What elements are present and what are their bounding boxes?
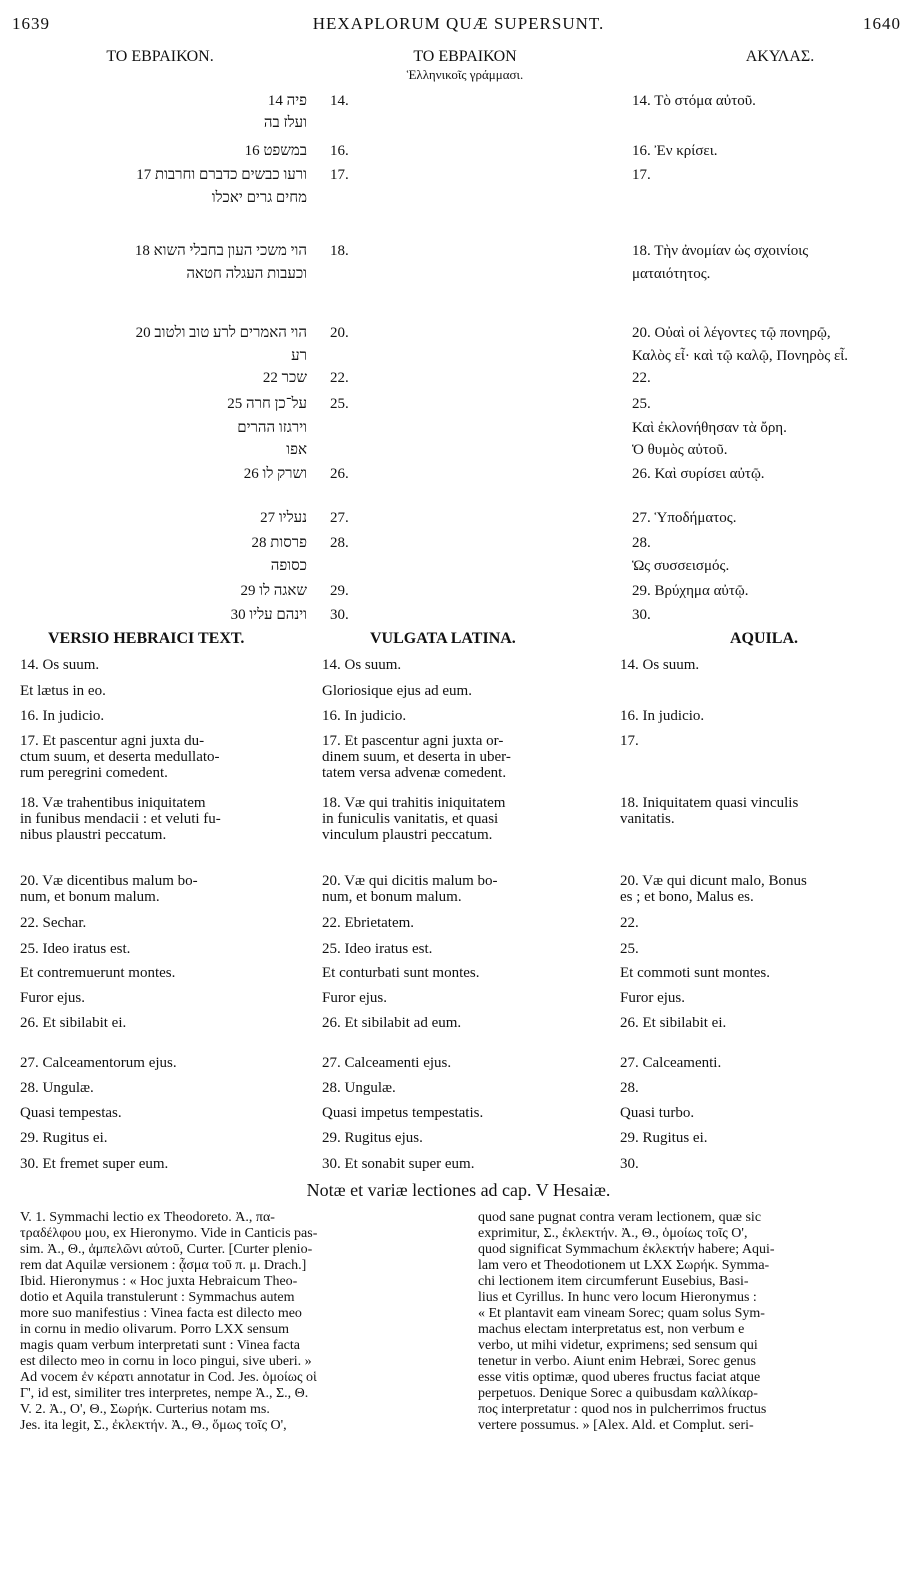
- text-line: Quasi impetus tempestatis.: [322, 1105, 484, 1121]
- versio-cell: [20, 1080, 94, 1096]
- versio-cell: [20, 1015, 126, 1031]
- text-line: Furor ejus.: [20, 990, 85, 1006]
- note-line: πος interpretatur : quod nos in pulcherrimos fructus: [478, 1402, 767, 1417]
- greek-row: [0, 143, 917, 163]
- transliteration-cell: 20.: [330, 325, 349, 341]
- latin-column-headings: [0, 630, 917, 652]
- aquila-greek-cell: 29. Βρύχημα αὐτῷ.: [632, 583, 749, 599]
- text-line: 29. Rugitus ejus.: [322, 1130, 423, 1146]
- hebrew-cell: פיה 14: [267, 93, 307, 109]
- transliteration-cell: 22.: [330, 370, 349, 386]
- note-line: τραδέλφου μου, ex Hieronymo. Vide in Canticis pas-: [20, 1226, 318, 1241]
- versio-cell: [20, 915, 86, 931]
- versio-cell: [20, 733, 220, 781]
- text-line: 29. Rugitus ei.: [620, 1130, 708, 1146]
- vulgata-cell: [322, 657, 401, 673]
- note-line: est dilecto meo in cornu in loco pingui, sive uberi. »: [20, 1354, 312, 1369]
- versio-cell: [20, 965, 175, 981]
- heading-transliteration: [340, 48, 590, 83]
- text-line: 30.: [620, 1156, 639, 1172]
- vulgata-cell: [322, 1105, 483, 1121]
- heading-hebrew: ΤΟ ΕΒΡΑΙΚΟΝ.: [106, 48, 214, 65]
- hebrew-cell: וכעבות העגלה חטאה: [186, 266, 307, 282]
- heading-vulgata: VULGATA LATINA.: [370, 630, 516, 647]
- greek-row: [0, 190, 917, 210]
- aquila-latin-cell: [620, 1156, 639, 1172]
- note-line: dotio et Aquila transtulerunt : Symmachus autem: [20, 1290, 295, 1305]
- text-line: Et commoti sunt montes.: [620, 965, 770, 981]
- vulgata-cell: [322, 990, 387, 1006]
- note-line: V. 2. Ἀ., Ο', Θ., Σωρήκ. Curterius notam ms.: [20, 1402, 270, 1417]
- hebrew-cell: על־כן חרה 25: [227, 396, 307, 412]
- aquila-latin-cell: [620, 990, 685, 1006]
- text-line: 22. Ebrietatem.: [322, 915, 415, 931]
- hebrew-cell: ועלז בה: [263, 115, 307, 131]
- note-line: Ad vocem ἐν κέρατι annotatur in Cod. Jes. ὁμοίως οἱ: [20, 1370, 317, 1385]
- hebrew-cell: הוי משכי העון בחבלי השוא 18: [134, 243, 307, 259]
- hebrew-cell: שאגה לו 29: [240, 583, 307, 599]
- text-line: 27. Calceamenti.: [620, 1055, 722, 1071]
- aquila-greek-cell: 25.: [632, 396, 651, 412]
- text-line: 30. Et sonabit super eum.: [322, 1156, 475, 1172]
- text-line: 16. In judicio.: [322, 708, 407, 724]
- versio-cell: [20, 941, 130, 957]
- hebrew-cell: מחים גרים יאכלו: [211, 190, 307, 206]
- versio-cell: [20, 1105, 122, 1121]
- text-line: vinculum plaustri peccatum.: [322, 827, 493, 843]
- note-line: in cornu in medio olivarum. Porro LXX sensum: [20, 1322, 290, 1337]
- hebrew-cell: פרסות 28: [251, 535, 307, 551]
- text-line: 27. Calceamentorum ejus.: [20, 1055, 177, 1071]
- note-line: esse vitis optimæ, quod uberes fructus faciat atque: [478, 1370, 761, 1385]
- note-line: quod significat Symmachum ἐκλεκτήν habere; Aqui-: [478, 1242, 775, 1257]
- vulgata-cell: [322, 915, 414, 931]
- page-number-right: 1640: [863, 14, 901, 33]
- versio-cell: [20, 1156, 168, 1172]
- text-line: 29. Rugitus ei.: [20, 1130, 108, 1146]
- note-line: Jes. ita legit, Σ., ἐκλεκτήν. Ἀ., Θ., ὅμως τοῖς Ο',: [20, 1418, 287, 1433]
- transliteration-cell: 29.: [330, 583, 349, 599]
- text-line: 18. Væ trahentibus iniquitatem: [20, 795, 206, 811]
- aquila-latin-cell: [620, 915, 639, 931]
- aquila-latin-cell: [620, 1105, 694, 1121]
- greek-row: [0, 167, 917, 187]
- text-line: Furor ejus.: [620, 990, 685, 1006]
- hebrew-cell: הוי האמרים לרע טוב ולטוב 20: [135, 325, 307, 341]
- text-line: 17. Et pascentur agni juxta du-: [20, 733, 205, 749]
- greek-row: [0, 266, 917, 286]
- vulgata-cell: [322, 683, 472, 699]
- text-line: 14. Os suum.: [620, 657, 700, 673]
- text-line: in funiculis vanitatis, et quasi: [322, 811, 499, 827]
- greek-row: [0, 348, 917, 368]
- vulgata-cell: [322, 873, 498, 905]
- aquila-greek-cell: Καὶ ἐκλονήθησαν τὰ ὄρη.: [632, 420, 787, 436]
- hebrew-cell: וינהם עליו 30: [230, 607, 307, 623]
- text-line: rum peregrini comedent.: [20, 765, 168, 781]
- aquila-greek-cell: 22.: [632, 370, 651, 386]
- heading-aquila-latin: AQUILA.: [730, 630, 799, 647]
- transliteration-cell: 17.: [330, 167, 349, 183]
- text-line: 16. In judicio.: [20, 708, 105, 724]
- aquila-latin-cell: [620, 708, 704, 724]
- versio-cell: [20, 873, 198, 905]
- transliteration-cell: 25.: [330, 396, 349, 412]
- text-line: 26. Et sibilabit ei.: [620, 1015, 727, 1031]
- transliteration-cell: 16.: [330, 143, 349, 159]
- text-line: 25. Ideo iratus est.: [322, 941, 433, 957]
- greek-row: [0, 396, 917, 416]
- aquila-latin-cell: [620, 965, 770, 981]
- running-head: [0, 8, 917, 38]
- heading-versio: VERSIO HEBRAICI TEXT.: [48, 630, 245, 647]
- aquila-greek-cell: Ὁ θυμὸς αὐτοῦ.: [632, 442, 728, 458]
- versio-cell: [20, 683, 106, 699]
- aquila-latin-cell: [620, 941, 639, 957]
- transliteration-cell: 26.: [330, 466, 349, 482]
- text-line: Et lætus in eo.: [20, 683, 106, 699]
- note-line: sim. Ἀ., Θ., ἀμπελῶνι αὐτοῦ, Curter. [Curter plenio-: [20, 1242, 313, 1257]
- text-line: num, et bonum malum.: [322, 889, 462, 905]
- text-line: 26. Et sibilabit ei.: [20, 1015, 127, 1031]
- greek-row: [0, 583, 917, 603]
- aquila-greek-cell: 18. Τὴν ἀνομίαν ὡς σχοινίοις: [632, 243, 809, 259]
- text-line: 20. Væ dicentibus malum bo-: [20, 873, 198, 889]
- notes-left-column: [20, 1210, 450, 1434]
- text-line: 28. Ungulæ.: [322, 1080, 396, 1096]
- note-line: exprimitur, Σ., ἐκλεκτήν. Ἀ., Θ., ὁμοίως τοῖς Ο',: [478, 1226, 748, 1241]
- text-line: Et conturbati sunt montes.: [322, 965, 480, 981]
- text-line: 28.: [620, 1080, 639, 1096]
- vulgata-cell: [322, 965, 479, 981]
- text-line: Furor ejus.: [322, 990, 387, 1006]
- text-line: 22.: [620, 915, 639, 931]
- hebrew-cell: נעליו 27: [260, 510, 307, 526]
- transliteration-cell: 27.: [330, 510, 349, 526]
- aquila-greek-cell: ματαιότητος.: [632, 266, 711, 282]
- text-line: nibus plaustri peccatum.: [20, 827, 167, 843]
- aquila-greek-cell: 14. Τὸ στόμα αὐτοῦ.: [632, 93, 756, 109]
- note-line: more suo manifestius : Vinea facta est dilecto meo: [20, 1306, 302, 1321]
- transliteration-cell: 14.: [330, 93, 349, 109]
- greek-row: [0, 466, 917, 486]
- text-line: 17.: [620, 733, 639, 749]
- text-line: num, et bonum malum.: [20, 889, 160, 905]
- vulgata-cell: [322, 1156, 474, 1172]
- note-line: Γ', id est, similiter tres interpretes, nempe Ἀ., Σ., Θ.: [20, 1386, 309, 1401]
- hebrew-cell: ושרק לו 26: [243, 466, 307, 482]
- text-line: ctum suum, et deserta medullato-: [20, 749, 220, 765]
- transliteration-cell: 30.: [330, 607, 349, 623]
- aquila-greek-cell: 28.: [632, 535, 651, 551]
- vulgata-cell: [322, 1130, 423, 1146]
- greek-row: [0, 243, 917, 263]
- vulgata-cell: [322, 795, 505, 843]
- text-line: Et contremuerunt montes.: [20, 965, 176, 981]
- page-number-left: 1639: [12, 14, 50, 33]
- text-line: 25.: [620, 941, 639, 957]
- note-line: lam vero et Theodotionem ut LXX Σωρήκ. Symma-: [478, 1258, 770, 1273]
- text-line: 20. Væ qui dicitis malum bo-: [322, 873, 498, 889]
- vulgata-cell: [322, 941, 432, 957]
- aquila-greek-cell: 16. Ἐν κρίσει.: [632, 143, 718, 159]
- vulgata-cell: [322, 1080, 396, 1096]
- aquila-greek-cell: 30.: [632, 607, 651, 623]
- hebrew-cell: אפו: [286, 442, 307, 458]
- versio-cell: [20, 795, 221, 843]
- aquila-latin-cell: [620, 1130, 708, 1146]
- hebrew-cell: ורעו כבשים כדברם וחרבות 17: [136, 167, 307, 183]
- text-line: es ; et bono, Malus es.: [620, 889, 754, 905]
- hebrew-cell: כסופה: [270, 558, 307, 574]
- text-line: 30. Et fremet super eum.: [20, 1156, 169, 1172]
- text-line: 27. Calceamenti ejus.: [322, 1055, 452, 1071]
- greek-row: [0, 325, 917, 345]
- versio-cell: [20, 657, 99, 673]
- text-line: 14. Os suum.: [322, 657, 402, 673]
- versio-cell: [20, 708, 104, 724]
- text-line: dinem suum, et deserta in uber-: [322, 749, 511, 765]
- text-line: tatem versa advenæ comedent.: [322, 765, 507, 781]
- text-line: 22. Sechar.: [20, 915, 87, 931]
- greek-row: [0, 510, 917, 530]
- heading-transliteration-subtitle: Ἑλληνικοῖς γράμμασι.: [406, 67, 524, 82]
- note-line: V. 1. Symmachi lectio ex Theodoreto. Ἀ., πα-: [20, 1210, 275, 1225]
- note-line: « Et plantavit eam vineam Sorec; quam solus Sym-: [478, 1306, 765, 1321]
- aquila-greek-cell: 26. Καὶ συρίσει αὐτῷ.: [632, 466, 765, 482]
- versio-cell: [20, 1055, 177, 1071]
- text-line: 14. Os suum.: [20, 657, 100, 673]
- text-line: Quasi tempestas.: [20, 1105, 122, 1121]
- aquila-latin-cell: [620, 733, 639, 749]
- note-line: rem dat Aquilæ versionem : ᾆσμα τοῦ π. μ. Drach.]: [20, 1258, 307, 1273]
- greek-row: [0, 607, 917, 627]
- greek-row: [0, 420, 917, 440]
- aquila-greek-cell: 20. Οὐαὶ οἱ λέγοντες τῷ πονηρῷ,: [632, 325, 831, 341]
- text-line: vanitatis.: [620, 811, 675, 827]
- running-title: HEXAPLORUM QUÆ SUPERSUNT.: [312, 14, 605, 33]
- text-line: 20. Væ qui dicunt malo, Bonus: [620, 873, 807, 889]
- vulgata-cell: [322, 1055, 451, 1071]
- notes-right-column: [478, 1210, 908, 1434]
- note-line: verbo, ut mihi videtur, exprimens; sed sensum qui: [478, 1338, 758, 1353]
- hebrew-cell: שכר 22: [262, 370, 307, 386]
- transliteration-cell: 18.: [330, 243, 349, 259]
- vulgata-cell: [322, 708, 406, 724]
- hebrew-cell: במשפט 16: [244, 143, 307, 159]
- text-line: 25. Ideo iratus est.: [20, 941, 131, 957]
- hebrew-cell: רע: [291, 348, 307, 364]
- hebrew-cell: וירגזו ההרים: [237, 420, 307, 436]
- aquila-greek-cell: 17.: [632, 167, 651, 183]
- column-headings: [0, 48, 917, 90]
- notes-title: Notæ et variæ lectiones ad cap. V Hesaiæ.: [306, 1180, 611, 1200]
- note-line: chi lectionem item circumferunt Eusebius, Basi-: [478, 1274, 749, 1289]
- aquila-latin-cell: [620, 795, 798, 827]
- aquila-latin-cell: [620, 1080, 639, 1096]
- text-line: 16. In judicio.: [620, 708, 705, 724]
- note-line: Ibid. Hieronymus : « Hoc juxta Hebraicum Theo-: [20, 1274, 298, 1289]
- note-line: perpetuos. Denique Sorec a quibusdam καλλίκαρ-: [478, 1386, 758, 1401]
- greek-row: [0, 370, 917, 390]
- vulgata-cell: [322, 1015, 461, 1031]
- note-line: tenetur in verbo. Aiunt enim Hebræi, Sorec genus: [478, 1354, 756, 1369]
- text-line: in funibus mendacii : et veluti fu-: [20, 811, 221, 827]
- versio-cell: [20, 990, 85, 1006]
- aquila-greek-cell: Ὡς συσσεισμός.: [632, 558, 730, 574]
- text-line: Quasi turbo.: [620, 1105, 695, 1121]
- note-line: machus electam interpretatus est, non verbum e: [478, 1322, 745, 1337]
- greek-row: [0, 93, 917, 113]
- aquila-greek-cell: Καλὸς εἶ· καὶ τῷ καλῷ, Πονηρὸς εἶ.: [632, 348, 849, 364]
- note-line: magis quam verbum interpretati sunt : Vinea facta: [20, 1338, 300, 1353]
- greek-row: [0, 115, 917, 135]
- text-line: 26. Et sibilabit ad eum.: [322, 1015, 462, 1031]
- greek-row: [0, 535, 917, 555]
- note-line: quod sane pugnat contra veram lectionem, quæ sic: [478, 1210, 762, 1225]
- aquila-latin-cell: [620, 1055, 721, 1071]
- note-line: lius et Cyrillus. In hunc vero locum Hieronymus :: [478, 1290, 757, 1305]
- heading-transliteration-title: ΤΟ ΕΒΡΑΙΚΟΝ: [413, 48, 517, 65]
- text-line: 18. Væ qui trahitis iniquitatem: [322, 795, 506, 811]
- note-line: vertere possumus. » [Alex. Ald. et Complut. seri-: [478, 1418, 754, 1433]
- heading-aquila: ΑΚΥΛΑΣ.: [745, 48, 815, 65]
- text-line: Gloriosique ejus ad eum.: [322, 683, 472, 699]
- greek-row: [0, 442, 917, 462]
- greek-row: [0, 558, 917, 578]
- text-line: 17. Et pascentur agni juxta or-: [322, 733, 504, 749]
- aquila-greek-cell: 27. Ὑποδήματος.: [632, 510, 737, 526]
- transliteration-cell: 28.: [330, 535, 349, 551]
- aquila-latin-cell: [620, 1015, 726, 1031]
- aquila-latin-cell: [620, 657, 699, 673]
- versio-cell: [20, 1130, 108, 1146]
- text-line: 18. Iniquitatem quasi vinculis: [620, 795, 799, 811]
- aquila-latin-cell: [620, 873, 807, 905]
- vulgata-cell: [322, 733, 511, 781]
- text-line: 28. Ungulæ.: [20, 1080, 94, 1096]
